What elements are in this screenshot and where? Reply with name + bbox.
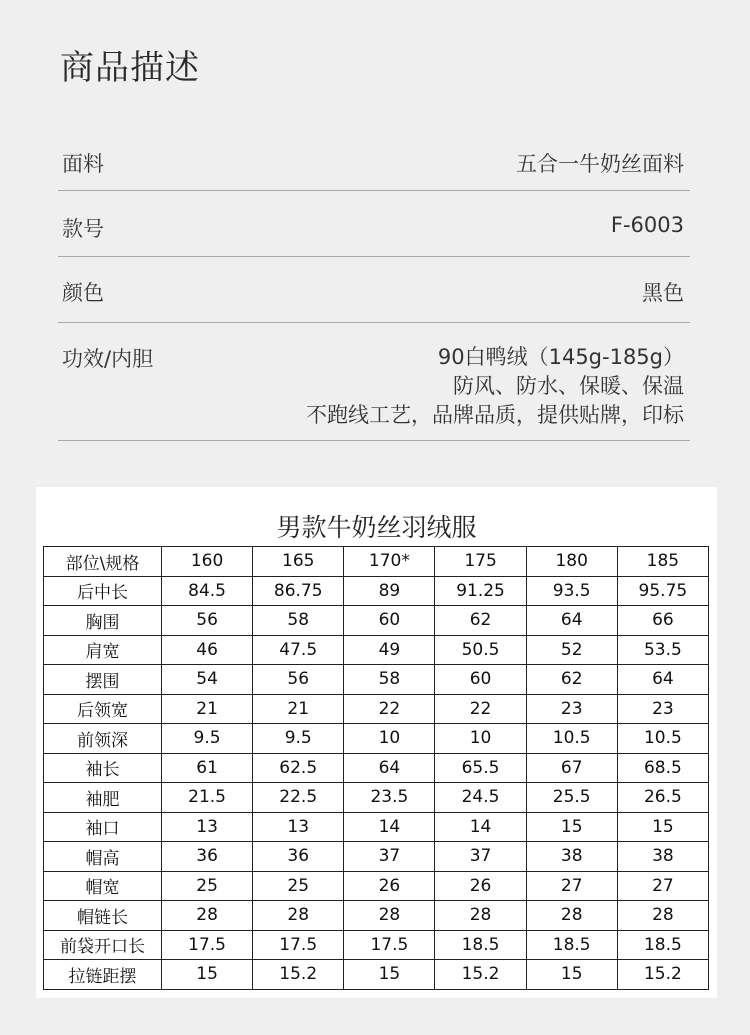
measurement-cell: 22 [435, 694, 526, 724]
measurement-cell: 66 [617, 606, 708, 636]
measurement-cell: 56 [162, 606, 253, 636]
table-row [44, 724, 709, 754]
detail-value: 黑色 [642, 281, 684, 305]
header-cell-size: 170* [344, 547, 435, 577]
measurement-cell: 17.5 [344, 930, 435, 960]
measurement-cell: 37 [344, 842, 435, 872]
row-label-cell: 帽宽 [44, 871, 162, 901]
row-label-cell: 后领宽 [44, 694, 162, 724]
measurement-cell: 10 [344, 724, 435, 754]
measurement-cell: 62 [526, 665, 617, 695]
measurement-cell: 46 [162, 635, 253, 665]
detail-row-color [58, 257, 690, 323]
measurement-cell: 62 [435, 606, 526, 636]
measurement-cell: 18.5 [526, 930, 617, 960]
measurement-cell: 24.5 [435, 783, 526, 813]
table-row [44, 871, 709, 901]
measurement-cell: 28 [344, 901, 435, 931]
detail-row-function [58, 323, 690, 441]
page-title: 商品描述 [60, 48, 200, 88]
product-details [58, 130, 690, 441]
measurement-cell: 65.5 [435, 753, 526, 783]
row-label-cell: 袖长 [44, 753, 162, 783]
header-cell-size: 180 [526, 547, 617, 577]
header-cell-size: 165 [253, 547, 344, 577]
measurement-cell: 36 [253, 842, 344, 872]
measurement-cell: 64 [526, 606, 617, 636]
measurement-cell: 61 [162, 753, 253, 783]
measurement-cell: 95.75 [617, 576, 708, 606]
measurement-cell: 28 [162, 901, 253, 931]
table-row [44, 576, 709, 606]
measurement-cell: 60 [344, 606, 435, 636]
row-label-cell: 前袋开口长 [44, 930, 162, 960]
detail-value-line: 90白鸭绒（145g-185g） [437, 345, 684, 369]
table-row [44, 635, 709, 665]
detail-row-fabric [58, 130, 690, 191]
measurement-cell: 93.5 [526, 576, 617, 606]
detail-label: 款号 [62, 217, 104, 241]
measurement-cell: 25 [162, 871, 253, 901]
detail-value [306, 343, 684, 430]
measurement-cell: 60 [435, 665, 526, 695]
measurement-cell: 21 [253, 694, 344, 724]
measurement-cell: 26 [435, 871, 526, 901]
measurement-cell: 15 [526, 812, 617, 842]
measurement-cell: 26.5 [617, 783, 708, 813]
measurement-cell: 64 [344, 753, 435, 783]
measurement-cell: 17.5 [162, 930, 253, 960]
measurement-cell: 15 [617, 812, 708, 842]
measurement-cell: 91.25 [435, 576, 526, 606]
detail-value-line: 防风、防水、保暖、保温 [453, 374, 684, 398]
measurement-cell: 28 [435, 901, 526, 931]
table-header-row [44, 547, 709, 577]
measurement-cell: 89 [344, 576, 435, 606]
row-label-cell: 前领深 [44, 724, 162, 754]
table-row [44, 812, 709, 842]
row-label-cell: 袖肥 [44, 783, 162, 813]
row-label-cell: 帽链长 [44, 901, 162, 931]
table-row [44, 694, 709, 724]
measurement-cell: 22.5 [253, 783, 344, 813]
measurement-cell: 13 [253, 812, 344, 842]
measurement-cell: 26 [344, 871, 435, 901]
row-label-cell: 胸围 [44, 606, 162, 636]
measurement-cell: 27 [526, 871, 617, 901]
measurement-cell: 15.2 [253, 960, 344, 990]
measurement-cell: 52 [526, 635, 617, 665]
measurement-cell: 18.5 [435, 930, 526, 960]
measurement-cell: 37 [435, 842, 526, 872]
table-row [44, 753, 709, 783]
measurement-cell: 21 [162, 694, 253, 724]
measurement-cell: 15 [526, 960, 617, 990]
measurement-cell: 58 [253, 606, 344, 636]
measurement-cell: 15 [344, 960, 435, 990]
measurement-cell: 25.5 [526, 783, 617, 813]
measurement-cell: 27 [617, 871, 708, 901]
measurement-cell: 23 [617, 694, 708, 724]
measurement-cell: 15.2 [617, 960, 708, 990]
measurement-cell: 25 [253, 871, 344, 901]
header-cell-size: 185 [617, 547, 708, 577]
measurement-cell: 10.5 [617, 724, 708, 754]
measurement-cell: 21.5 [162, 783, 253, 813]
measurement-cell: 58 [344, 665, 435, 695]
measurement-cell: 9.5 [253, 724, 344, 754]
measurement-cell: 56 [253, 665, 344, 695]
row-label-cell: 拉链距摆 [44, 960, 162, 990]
measurement-cell: 36 [162, 842, 253, 872]
measurement-cell: 86.75 [253, 576, 344, 606]
detail-label: 功效/内胆 [62, 347, 154, 371]
measurement-cell: 62.5 [253, 753, 344, 783]
detail-label: 颜色 [62, 281, 104, 305]
measurement-cell: 10 [435, 724, 526, 754]
detail-value: F-6003 [610, 213, 684, 237]
measurement-cell: 38 [526, 842, 617, 872]
measurement-cell: 49 [344, 635, 435, 665]
measurement-cell: 54 [162, 665, 253, 695]
header-cell-size: 160 [162, 547, 253, 577]
row-label-cell: 摆围 [44, 665, 162, 695]
detail-label: 面料 [62, 152, 104, 176]
header-cell-part-size: 部位\规格 [44, 547, 162, 577]
table-row [44, 960, 709, 990]
row-label-cell: 肩宽 [44, 635, 162, 665]
measurement-cell: 23 [526, 694, 617, 724]
row-label-cell: 后中长 [44, 576, 162, 606]
measurement-cell: 67 [526, 753, 617, 783]
size-chart-title: 男款牛奶丝羽绒服 [276, 513, 477, 542]
measurement-cell: 68.5 [617, 753, 708, 783]
header-cell-size: 175 [435, 547, 526, 577]
measurement-cell: 50.5 [435, 635, 526, 665]
table-row [44, 901, 709, 931]
measurement-cell: 38 [617, 842, 708, 872]
detail-value: 五合一牛奶丝面料 [516, 152, 684, 176]
measurement-cell: 18.5 [617, 930, 708, 960]
size-chart-card [36, 487, 717, 998]
measurement-cell: 84.5 [162, 576, 253, 606]
table-row [44, 606, 709, 636]
measurement-cell: 22 [344, 694, 435, 724]
measurement-cell: 14 [435, 812, 526, 842]
measurement-cell: 28 [253, 901, 344, 931]
measurement-cell: 47.5 [253, 635, 344, 665]
measurement-cell: 14 [344, 812, 435, 842]
row-label-cell: 帽高 [44, 842, 162, 872]
measurement-cell: 23.5 [344, 783, 435, 813]
measurement-cell: 10.5 [526, 724, 617, 754]
measurement-cell: 15 [162, 960, 253, 990]
detail-value-line: 不跑线工艺，品牌品质，提供贴牌，印标 [306, 403, 684, 427]
size-chart-table [43, 546, 709, 990]
table-row [44, 665, 709, 695]
table-row [44, 842, 709, 872]
measurement-cell: 64 [617, 665, 708, 695]
measurement-cell: 9.5 [162, 724, 253, 754]
row-label-cell: 袖口 [44, 812, 162, 842]
measurement-cell: 28 [526, 901, 617, 931]
measurement-cell: 15.2 [435, 960, 526, 990]
measurement-cell: 53.5 [617, 635, 708, 665]
detail-row-style-no [58, 191, 690, 257]
measurement-cell: 13 [162, 812, 253, 842]
measurement-cell: 28 [617, 901, 708, 931]
measurement-cell: 17.5 [253, 930, 344, 960]
table-row [44, 930, 709, 960]
table-row [44, 783, 709, 813]
